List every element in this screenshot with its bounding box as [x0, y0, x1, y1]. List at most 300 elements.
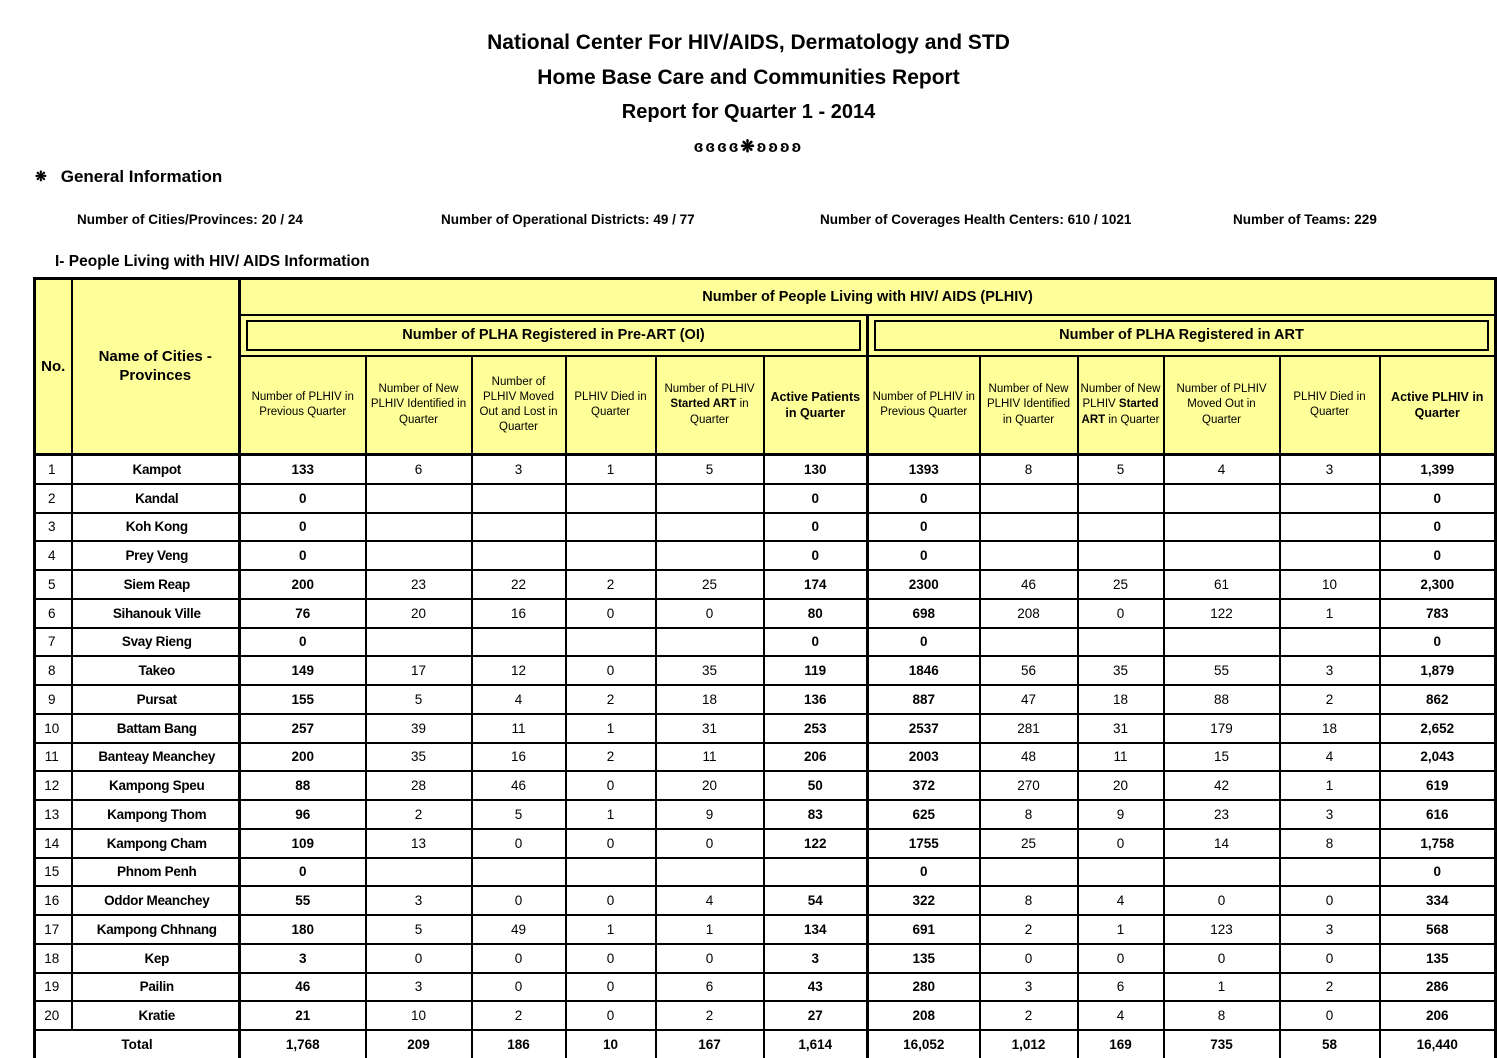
art-value-cell: 286 [1380, 973, 1496, 1002]
total-art-cell: 169 [1078, 1030, 1164, 1058]
pre-art-value-cell: 0 [566, 771, 656, 800]
province-name-cell: Kampong Thom [72, 800, 240, 829]
art-value-cell: 135 [868, 944, 980, 973]
art-value-cell: 5 [1078, 455, 1164, 484]
pre-art-value-cell [566, 484, 656, 513]
pre-art-value-cell: 0 [764, 628, 868, 657]
art-value-cell: 18 [1078, 685, 1164, 714]
pre-art-value-cell: 200 [240, 570, 366, 599]
art-value-cell: 698 [868, 599, 980, 628]
art-value-cell: 0 [1078, 944, 1164, 973]
art-value-cell: 0 [1380, 628, 1496, 657]
pre-art-value-cell [366, 858, 472, 887]
total-art-cell: 16,440 [1380, 1030, 1496, 1058]
pre-art-value-cell: 43 [764, 973, 868, 1002]
info-operational-districts [441, 212, 695, 227]
art-value-cell [1164, 628, 1280, 657]
province-name-cell: Koh Kong [72, 513, 240, 542]
pre-art-value-cell: 0 [764, 484, 868, 513]
pre-art-value-cell [472, 513, 566, 542]
art-value-cell: 281 [980, 714, 1078, 743]
pre-art-value-cell: 25 [656, 570, 764, 599]
art-value-cell: 0 [868, 628, 980, 657]
art-value-cell [980, 628, 1078, 657]
art-value-cell: 10 [1280, 570, 1380, 599]
pre-art-value-cell: 0 [764, 541, 868, 570]
general-info-row [0, 212, 1497, 232]
table-row [35, 628, 1496, 657]
pre-art-value-cell: 0 [566, 944, 656, 973]
header-text: in Quarter [690, 398, 749, 426]
art-col-previous: Number of PLHIV in Previous Quarter [868, 356, 980, 455]
total-pre-art-cell: 1,768 [240, 1030, 366, 1058]
pre-art-value-cell: 1 [566, 455, 656, 484]
art-value-cell: 2537 [868, 714, 980, 743]
pre-art-value-cell: 22 [472, 570, 566, 599]
col-header-no: No. [35, 279, 72, 455]
art-value-cell: 0 [1280, 944, 1380, 973]
pre-art-col-died: PLHIV Died in Quarter [566, 356, 656, 455]
pre-art-value-cell [472, 858, 566, 887]
art-value-cell: 206 [1380, 1001, 1496, 1030]
pre-art-value-cell: 253 [764, 714, 868, 743]
pre-art-value-cell [472, 628, 566, 657]
art-value-cell: 0 [1380, 484, 1496, 513]
art-value-cell: 8 [1164, 1001, 1280, 1030]
ornament-divider: ɞɞɞɞ❋ʚʚʚʚ [693, 137, 804, 156]
art-value-cell: 48 [980, 743, 1078, 772]
province-name-cell: Svay Rieng [72, 628, 240, 657]
pre-art-value-cell: 20 [366, 599, 472, 628]
pre-art-group-box: Number of PLHA Registered in Pre-ART (OI) [246, 320, 861, 351]
report-title: National Center For HIV/AIDS, Dermatology and STD [487, 31, 1010, 54]
info-cities-provinces [77, 212, 303, 227]
art-value-cell: 0 [1380, 541, 1496, 570]
province-name-cell: Kampong Cham [72, 829, 240, 858]
row-number-cell: 7 [35, 628, 72, 657]
pre-art-value-cell: 6 [366, 455, 472, 484]
table-row [35, 656, 1496, 685]
pre-art-value-cell: 0 [472, 944, 566, 973]
pre-art-col-new-identified: Number of New PLHIV Identified in Quarter [366, 356, 472, 455]
pre-art-value-cell: 0 [240, 541, 366, 570]
pre-art-value-cell: 50 [764, 771, 868, 800]
art-value-cell: 2,652 [1380, 714, 1496, 743]
province-name-cell: Kandal [72, 484, 240, 513]
art-value-cell [1078, 484, 1164, 513]
row-number-cell: 11 [35, 743, 72, 772]
province-name-cell: Battam Bang [72, 714, 240, 743]
art-value-cell [980, 541, 1078, 570]
art-value-cell: 25 [980, 829, 1078, 858]
art-value-cell: 0 [868, 541, 980, 570]
pre-art-value-cell [566, 541, 656, 570]
total-art-cell: 58 [1280, 1030, 1380, 1058]
pre-art-value-cell: 0 [472, 886, 566, 915]
art-col-died: PLHIV Died in Quarter [1280, 356, 1380, 455]
pre-art-value-cell: 6 [656, 973, 764, 1002]
art-value-cell: 47 [980, 685, 1078, 714]
row-number-cell: 8 [35, 656, 72, 685]
art-value-cell [1280, 484, 1380, 513]
province-name-cell: Oddor Meanchey [72, 886, 240, 915]
art-value-cell: 568 [1380, 915, 1496, 944]
pre-art-value-cell [566, 628, 656, 657]
header-bold-text: Started ART [670, 398, 737, 411]
pre-art-value-cell: 20 [656, 771, 764, 800]
info-value: 49 / 77 [653, 212, 695, 227]
art-value-cell [1078, 513, 1164, 542]
art-value-cell: 18 [1280, 714, 1380, 743]
art-value-cell: 3 [1280, 656, 1380, 685]
art-value-cell [980, 513, 1078, 542]
pre-art-value-cell [566, 858, 656, 887]
pre-art-value-cell: 76 [240, 599, 366, 628]
province-name-cell: Siem Reap [72, 570, 240, 599]
pre-art-value-cell: 17 [366, 656, 472, 685]
art-value-cell: 2300 [868, 570, 980, 599]
art-value-cell [1280, 858, 1380, 887]
art-col-moved-out: Number of PLHIV Moved Out in Quarter [1164, 356, 1280, 455]
pre-art-value-cell: 80 [764, 599, 868, 628]
pre-art-value-cell: 2 [566, 685, 656, 714]
table-row [35, 800, 1496, 829]
art-value-cell: 0 [1078, 599, 1164, 628]
table-row [35, 858, 1496, 887]
table-row [35, 685, 1496, 714]
pre-art-value-cell: 35 [656, 656, 764, 685]
header-bold-text: Started ART [1081, 398, 1159, 426]
plhiv-table-body [35, 455, 1496, 1058]
pre-art-value-cell: 200 [240, 743, 366, 772]
art-value-cell [980, 858, 1078, 887]
pre-art-value-cell: 206 [764, 743, 868, 772]
total-row [35, 1030, 1496, 1058]
pre-art-value-cell: 13 [366, 829, 472, 858]
pre-art-value-cell: 0 [566, 1001, 656, 1030]
pre-art-value-cell: 0 [656, 829, 764, 858]
pre-art-value-cell: 46 [240, 973, 366, 1002]
table-row [35, 886, 1496, 915]
info-label: Number of Coverages Health Centers: [820, 212, 1064, 227]
art-value-cell: 15 [1164, 743, 1280, 772]
info-value: 610 / 1021 [1067, 212, 1132, 227]
table-row [35, 714, 1496, 743]
pre-art-value-cell [656, 541, 764, 570]
province-name-cell: Prey Veng [72, 541, 240, 570]
header-text: Number of PLHIV [664, 383, 755, 396]
province-name-cell: Pailin [72, 973, 240, 1002]
pre-art-value-cell: 23 [366, 570, 472, 599]
art-value-cell: 1 [1078, 915, 1164, 944]
art-col-active: Active PLHIV in Quarter [1380, 356, 1496, 455]
table-row [35, 570, 1496, 599]
pre-art-value-cell: 0 [472, 829, 566, 858]
pre-art-value-cell: 2 [472, 1001, 566, 1030]
art-group-box: Number of PLHA Registered in ART [874, 320, 1489, 351]
header-text: in Quarter [1105, 413, 1160, 426]
art-value-cell: 0 [1380, 513, 1496, 542]
art-value-cell: 179 [1164, 714, 1280, 743]
row-number-cell: 15 [35, 858, 72, 887]
pre-art-value-cell: 0 [566, 973, 656, 1002]
art-value-cell [1164, 858, 1280, 887]
row-number-cell: 18 [35, 944, 72, 973]
art-value-cell: 2,300 [1380, 570, 1496, 599]
table-row [35, 829, 1496, 858]
plhiv-span-header: Number of People Living with HIV/ AIDS (PLHIV) [240, 279, 1496, 316]
report-quarter-line: Report for Quarter 1 - 2014 [621, 101, 876, 123]
pre-art-col-started-art [656, 356, 764, 455]
art-value-cell: 2,043 [1380, 743, 1496, 772]
pre-art-value-cell: 88 [240, 771, 366, 800]
pre-art-value-cell: 11 [472, 714, 566, 743]
pre-art-value-cell [366, 541, 472, 570]
pre-art-value-cell [472, 484, 566, 513]
art-value-cell: 0 [1380, 858, 1496, 887]
art-value-cell [1280, 628, 1380, 657]
pre-art-value-cell [472, 541, 566, 570]
table-row [35, 513, 1496, 542]
table-row [35, 541, 1496, 570]
pre-art-value-cell: 0 [472, 973, 566, 1002]
art-value-cell: 0 [1164, 886, 1280, 915]
row-number-cell: 9 [35, 685, 72, 714]
pre-art-value-cell: 0 [656, 599, 764, 628]
art-col-new-identified: Number of New PLHIV Identified in Quarter [980, 356, 1078, 455]
art-value-cell [1280, 513, 1380, 542]
art-value-cell: 88 [1164, 685, 1280, 714]
pre-art-value-cell [366, 628, 472, 657]
art-value-cell: 31 [1078, 714, 1164, 743]
art-value-cell: 56 [980, 656, 1078, 685]
pre-art-col-active: Active Patients in Quarter [764, 356, 868, 455]
pre-art-value-cell: 16 [472, 599, 566, 628]
info-teams [1233, 212, 1377, 227]
row-number-cell: 5 [35, 570, 72, 599]
report-subtitle: Home Base Care and Communities Report [537, 66, 960, 89]
total-art-cell: 1,012 [980, 1030, 1078, 1058]
pre-art-value-cell [656, 628, 764, 657]
table-row [35, 599, 1496, 628]
table-row [35, 973, 1496, 1002]
art-value-cell: 9 [1078, 800, 1164, 829]
pre-art-value-cell: 4 [472, 685, 566, 714]
row-number-cell: 17 [35, 915, 72, 944]
pre-art-value-cell: 0 [566, 886, 656, 915]
total-pre-art-cell: 1,614 [764, 1030, 868, 1058]
art-value-cell: 3 [1280, 915, 1380, 944]
art-value-cell: 0 [1280, 1001, 1380, 1030]
art-value-cell: 616 [1380, 800, 1496, 829]
art-value-cell: 4 [1078, 886, 1164, 915]
pre-art-value-cell: 10 [366, 1001, 472, 1030]
art-value-cell: 322 [868, 886, 980, 915]
pre-art-value-cell: 3 [366, 886, 472, 915]
pre-art-value-cell: 2 [366, 800, 472, 829]
row-number-cell: 14 [35, 829, 72, 858]
pre-art-value-cell: 0 [566, 656, 656, 685]
pre-art-value-cell: 55 [240, 886, 366, 915]
pre-art-value-cell: 96 [240, 800, 366, 829]
art-value-cell: 862 [1380, 685, 1496, 714]
pre-art-value-cell [764, 858, 868, 887]
art-value-cell: 3 [980, 973, 1078, 1002]
province-name-cell: Takeo [72, 656, 240, 685]
art-value-cell: 2 [1280, 685, 1380, 714]
art-value-cell: 8 [980, 886, 1078, 915]
pre-art-value-cell: 11 [656, 743, 764, 772]
pre-art-value-cell: 3 [240, 944, 366, 973]
plhiv-table [33, 277, 1497, 1058]
art-value-cell: 20 [1078, 771, 1164, 800]
pre-art-value-cell: 130 [764, 455, 868, 484]
table-row [35, 455, 1496, 484]
pre-art-value-cell: 5 [656, 455, 764, 484]
art-value-cell [1078, 541, 1164, 570]
pre-art-value-cell: 1 [656, 915, 764, 944]
pre-art-value-cell [656, 484, 764, 513]
province-name-cell: Kampong Speu [72, 771, 240, 800]
total-pre-art-cell: 167 [656, 1030, 764, 1058]
section-heading: I- People Living with HIV/ AIDS Information [55, 253, 370, 270]
art-value-cell: 61 [1164, 570, 1280, 599]
art-value-cell: 0 [868, 858, 980, 887]
total-label-cell: Total [35, 1030, 240, 1058]
table-row [35, 1001, 1496, 1030]
art-value-cell: 8 [1280, 829, 1380, 858]
art-value-cell [1078, 628, 1164, 657]
pre-art-value-cell: 122 [764, 829, 868, 858]
art-value-cell: 8 [980, 455, 1078, 484]
art-value-cell: 35 [1078, 656, 1164, 685]
art-value-cell: 0 [868, 484, 980, 513]
pre-art-value-cell: 2 [566, 570, 656, 599]
pre-art-value-cell: 1 [566, 915, 656, 944]
art-value-cell [1164, 513, 1280, 542]
pre-art-value-cell: 0 [240, 628, 366, 657]
pre-art-col-moved-lost: Number of PLHIV Moved Out and Lost in Quarter [472, 356, 566, 455]
asterisk-bullet-icon: ❋ [35, 168, 47, 184]
art-value-cell: 55 [1164, 656, 1280, 685]
art-value-cell: 1 [1280, 599, 1380, 628]
pre-art-value-cell: 1 [566, 800, 656, 829]
art-value-cell: 270 [980, 771, 1078, 800]
province-name-cell: Kampot [72, 455, 240, 484]
art-value-cell: 4 [1078, 1001, 1164, 1030]
art-value-cell: 1 [1280, 771, 1380, 800]
pre-art-value-cell: 0 [656, 944, 764, 973]
pre-art-value-cell: 5 [366, 685, 472, 714]
art-value-cell: 123 [1164, 915, 1280, 944]
pre-art-value-cell: 155 [240, 685, 366, 714]
pre-art-value-cell [656, 513, 764, 542]
art-value-cell: 1 [1164, 973, 1280, 1002]
info-label: Number of Operational Districts: [441, 212, 650, 227]
pre-art-value-cell: 18 [656, 685, 764, 714]
province-name-cell: Banteay Meanchey [72, 743, 240, 772]
total-pre-art-cell: 10 [566, 1030, 656, 1058]
art-value-cell [1280, 541, 1380, 570]
info-label: Number of Teams: [1233, 212, 1351, 227]
pre-art-value-cell: 3 [366, 973, 472, 1002]
art-value-cell: 11 [1078, 743, 1164, 772]
pre-art-value-cell: 3 [472, 455, 566, 484]
row-number-cell: 2 [35, 484, 72, 513]
pre-art-value-cell: 46 [472, 771, 566, 800]
art-value-cell: 14 [1164, 829, 1280, 858]
art-value-cell: 0 [868, 513, 980, 542]
total-art-cell: 735 [1164, 1030, 1280, 1058]
general-info-heading [35, 167, 222, 187]
art-value-cell: 280 [868, 973, 980, 1002]
pre-art-value-cell: 136 [764, 685, 868, 714]
pre-art-value-cell: 35 [366, 743, 472, 772]
province-name-cell: Kep [72, 944, 240, 973]
art-value-cell: 42 [1164, 771, 1280, 800]
pre-art-value-cell [656, 858, 764, 887]
pre-art-value-cell: 16 [472, 743, 566, 772]
pre-art-value-cell: 2 [566, 743, 656, 772]
pre-art-value-cell: 5 [472, 800, 566, 829]
art-col-started-art [1078, 356, 1164, 455]
general-info-heading-text: General Information [60, 167, 223, 186]
row-number-cell: 16 [35, 886, 72, 915]
art-value-cell: 1,879 [1380, 656, 1496, 685]
pre-art-value-cell: 54 [764, 886, 868, 915]
art-value-cell: 135 [1380, 944, 1496, 973]
pre-art-value-cell: 1 [566, 714, 656, 743]
art-value-cell: 0 [1280, 886, 1380, 915]
pre-art-value-cell: 3 [764, 944, 868, 973]
total-pre-art-cell: 209 [366, 1030, 472, 1058]
row-number-cell: 20 [35, 1001, 72, 1030]
art-value-cell: 783 [1380, 599, 1496, 628]
art-value-cell: 2 [980, 1001, 1078, 1030]
pre-art-value-cell: 9 [656, 800, 764, 829]
art-value-cell: 1846 [868, 656, 980, 685]
row-number-cell: 13 [35, 800, 72, 829]
pre-art-value-cell: 0 [566, 829, 656, 858]
art-value-cell [1164, 484, 1280, 513]
art-value-cell: 1,758 [1380, 829, 1496, 858]
row-number-cell: 12 [35, 771, 72, 800]
art-value-cell: 334 [1380, 886, 1496, 915]
pre-art-value-cell: 109 [240, 829, 366, 858]
art-value-cell [1164, 541, 1280, 570]
art-value-cell: 3 [1280, 455, 1380, 484]
row-number-cell: 19 [35, 973, 72, 1002]
art-value-cell: 1,399 [1380, 455, 1496, 484]
province-name-cell: Pursat [72, 685, 240, 714]
pre-art-value-cell [366, 513, 472, 542]
art-value-cell: 625 [868, 800, 980, 829]
pre-art-value-cell: 133 [240, 455, 366, 484]
table-row [35, 915, 1496, 944]
pre-art-value-cell: 0 [764, 513, 868, 542]
pre-art-value-cell: 49 [472, 915, 566, 944]
table-row [35, 944, 1496, 973]
province-name-cell: Sihanouk Ville [72, 599, 240, 628]
pre-art-value-cell: 0 [240, 513, 366, 542]
row-number-cell: 3 [35, 513, 72, 542]
art-value-cell: 208 [980, 599, 1078, 628]
art-value-cell: 23 [1164, 800, 1280, 829]
pre-art-value-cell [366, 484, 472, 513]
header-text: Number of New PLHIV [1080, 383, 1161, 411]
pre-art-value-cell: 0 [240, 484, 366, 513]
pre-art-value-cell: 2 [656, 1001, 764, 1030]
